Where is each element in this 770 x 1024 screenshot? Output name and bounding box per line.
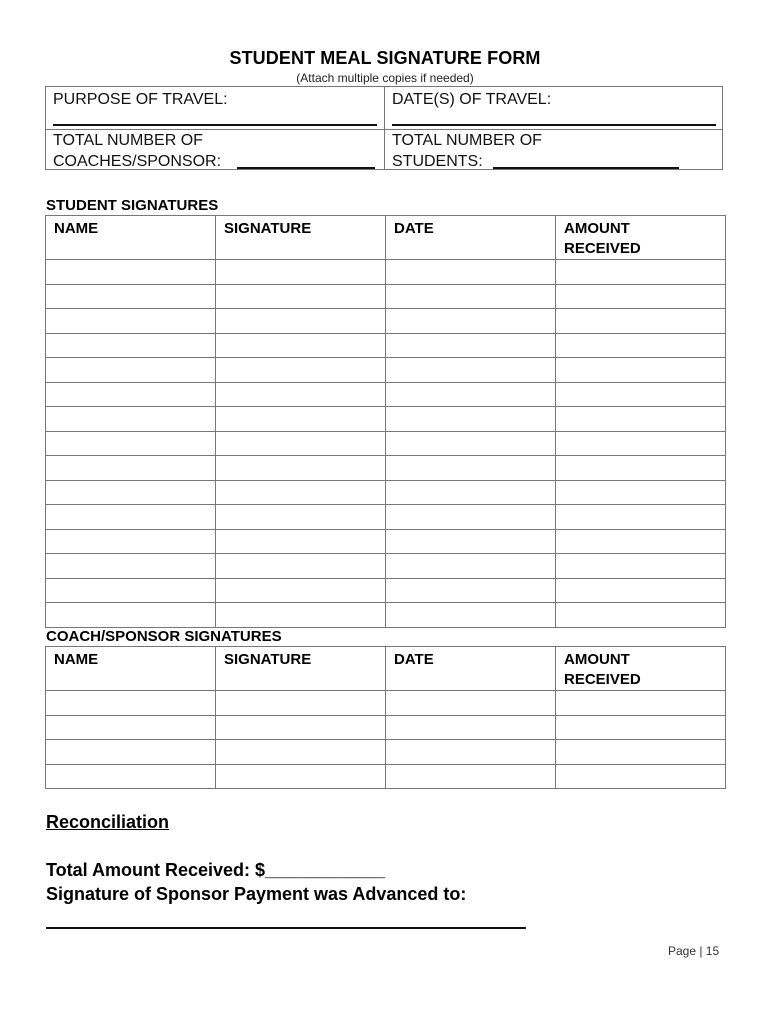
- table-row: [46, 603, 726, 628]
- amount-received-cell[interactable]: [556, 764, 726, 789]
- signature-cell[interactable]: [216, 578, 386, 603]
- column-header-date: DATE: [386, 647, 556, 691]
- signature-cell[interactable]: [216, 431, 386, 456]
- table-row: [46, 358, 726, 383]
- signature-cell[interactable]: [216, 456, 386, 481]
- table-row: [46, 578, 726, 603]
- table-header-row: [46, 216, 726, 260]
- date-cell[interactable]: [386, 740, 556, 765]
- name-cell[interactable]: [46, 431, 216, 456]
- name-cell[interactable]: [46, 764, 216, 789]
- column-header-amount-received: AMOUNT RECEIVED: [556, 216, 726, 260]
- purpose-of-travel-label: PURPOSE OF TRAVEL:: [53, 91, 228, 108]
- date-cell[interactable]: [386, 691, 556, 716]
- amount-received-cell[interactable]: [556, 529, 726, 554]
- column-header-name: NAME: [46, 647, 216, 691]
- name-cell[interactable]: [46, 480, 216, 505]
- name-cell[interactable]: [46, 358, 216, 383]
- column-header-signature: SIGNATURE: [216, 216, 386, 260]
- sponsor-signature-label: Signature of Sponsor Payment was Advanced to:: [46, 884, 467, 904]
- date-cell[interactable]: [386, 309, 556, 334]
- name-cell[interactable]: [46, 529, 216, 554]
- amount-received-cell[interactable]: [556, 358, 726, 383]
- signature-cell[interactable]: [216, 333, 386, 358]
- coaches-count-label-line1: TOTAL NUMBER OF: [53, 132, 203, 149]
- date-cell[interactable]: [386, 505, 556, 530]
- table-row: [46, 480, 726, 505]
- table-row: [46, 764, 726, 789]
- table-row: [46, 284, 726, 309]
- amount-received-cell[interactable]: [556, 480, 726, 505]
- date-cell[interactable]: [386, 431, 556, 456]
- table-row: [46, 740, 726, 765]
- name-cell[interactable]: [46, 578, 216, 603]
- date-cell[interactable]: [386, 480, 556, 505]
- signature-cell[interactable]: [216, 284, 386, 309]
- signature-cell[interactable]: [216, 309, 386, 334]
- form-title: STUDENT MEAL SIGNATURE FORM: [229, 48, 541, 68]
- signature-cell[interactable]: [216, 554, 386, 579]
- table-row: [46, 456, 726, 481]
- students-count-field[interactable]: [493, 167, 679, 169]
- name-cell[interactable]: [46, 715, 216, 740]
- page-number: Page | 15: [668, 944, 720, 958]
- date-cell[interactable]: [386, 603, 556, 628]
- amount-received-cell[interactable]: [556, 691, 726, 716]
- signature-cell[interactable]: [216, 603, 386, 628]
- signature-cell[interactable]: [216, 407, 386, 432]
- amount-received-cell[interactable]: [556, 284, 726, 309]
- form-subtitle: (Attach multiple copies if needed): [296, 71, 474, 85]
- name-cell[interactable]: [46, 333, 216, 358]
- dates-of-travel-field[interactable]: [392, 124, 716, 126]
- student-signatures-heading: STUDENT SIGNATURES: [46, 197, 219, 214]
- amount-received-cell[interactable]: [556, 309, 726, 334]
- column-header-name: NAME: [46, 216, 216, 260]
- table-row: [46, 407, 726, 432]
- table-row: [46, 309, 726, 334]
- amount-received-cell[interactable]: [556, 578, 726, 603]
- table-row: [46, 260, 726, 285]
- date-cell[interactable]: [386, 764, 556, 789]
- date-cell[interactable]: [386, 358, 556, 383]
- signature-cell[interactable]: [216, 480, 386, 505]
- signature-cell[interactable]: [216, 382, 386, 407]
- signature-cell[interactable]: [216, 505, 386, 530]
- coach-table-body: [46, 691, 726, 789]
- purpose-of-travel-field[interactable]: [53, 124, 377, 126]
- date-cell[interactable]: [386, 578, 556, 603]
- total-amount-received-label: Total Amount Received: $____________: [46, 860, 386, 880]
- date-cell[interactable]: [386, 456, 556, 481]
- amount-received-cell[interactable]: [556, 382, 726, 407]
- signature-cell[interactable]: [216, 358, 386, 383]
- coach-signatures-heading: COACH/SPONSOR SIGNATURES: [46, 628, 282, 645]
- amount-received-cell[interactable]: [556, 554, 726, 579]
- sponsor-signature-line[interactable]: [46, 927, 526, 929]
- date-cell[interactable]: [386, 407, 556, 432]
- name-cell[interactable]: [46, 554, 216, 579]
- name-cell[interactable]: [46, 382, 216, 407]
- name-cell[interactable]: [46, 505, 216, 530]
- date-cell[interactable]: [386, 554, 556, 579]
- amount-received-cell[interactable]: [556, 505, 726, 530]
- student-signatures-table: [45, 215, 726, 628]
- signature-cell[interactable]: [216, 764, 386, 789]
- name-cell[interactable]: [46, 691, 216, 716]
- signature-cell[interactable]: [216, 260, 386, 285]
- amount-received-cell[interactable]: [556, 715, 726, 740]
- travel-info-box: [45, 86, 723, 170]
- students-count-label-line1: TOTAL NUMBER OF: [392, 132, 542, 149]
- name-cell[interactable]: [46, 603, 216, 628]
- date-cell[interactable]: [386, 260, 556, 285]
- table-row: [46, 333, 726, 358]
- coach-signatures-table: [45, 646, 726, 789]
- reconciliation-heading: Reconciliation: [46, 812, 170, 832]
- coaches-count-label-line2: COACHES/SPONSOR:: [53, 153, 222, 170]
- coaches-count-field[interactable]: [237, 167, 375, 169]
- signature-cell[interactable]: [216, 691, 386, 716]
- name-cell[interactable]: [46, 309, 216, 334]
- dates-of-travel-label: DATE(S) OF TRAVEL:: [392, 91, 552, 108]
- amount-received-cell[interactable]: [556, 431, 726, 456]
- amount-received-cell[interactable]: [556, 603, 726, 628]
- table-row: [46, 382, 726, 407]
- table-row: [46, 505, 726, 530]
- date-cell[interactable]: [386, 529, 556, 554]
- table-row: [46, 431, 726, 456]
- table-row: [46, 554, 726, 579]
- students-count-label-line2: STUDENTS:: [392, 153, 483, 170]
- signature-cell[interactable]: [216, 715, 386, 740]
- amount-received-cell[interactable]: [556, 740, 726, 765]
- date-cell[interactable]: [386, 382, 556, 407]
- amount-received-cell[interactable]: [556, 456, 726, 481]
- column-header-date: DATE: [386, 216, 556, 260]
- column-header-signature: SIGNATURE: [216, 647, 386, 691]
- amount-received-cell[interactable]: [556, 333, 726, 358]
- date-cell[interactable]: [386, 333, 556, 358]
- info-divider-vertical: [384, 87, 385, 169]
- table-row: [46, 529, 726, 554]
- student-table-body: [46, 260, 726, 628]
- signature-cell[interactable]: [216, 740, 386, 765]
- name-cell[interactable]: [46, 260, 216, 285]
- date-cell[interactable]: [386, 284, 556, 309]
- amount-received-cell[interactable]: [556, 260, 726, 285]
- table-header-row: [46, 647, 726, 691]
- amount-received-cell[interactable]: [556, 407, 726, 432]
- column-header-amount-received: AMOUNT RECEIVED: [556, 647, 726, 691]
- table-row: [46, 691, 726, 716]
- signature-cell[interactable]: [216, 529, 386, 554]
- name-cell[interactable]: [46, 456, 216, 481]
- date-cell[interactable]: [386, 715, 556, 740]
- name-cell[interactable]: [46, 284, 216, 309]
- name-cell[interactable]: [46, 740, 216, 765]
- name-cell[interactable]: [46, 407, 216, 432]
- table-row: [46, 715, 726, 740]
